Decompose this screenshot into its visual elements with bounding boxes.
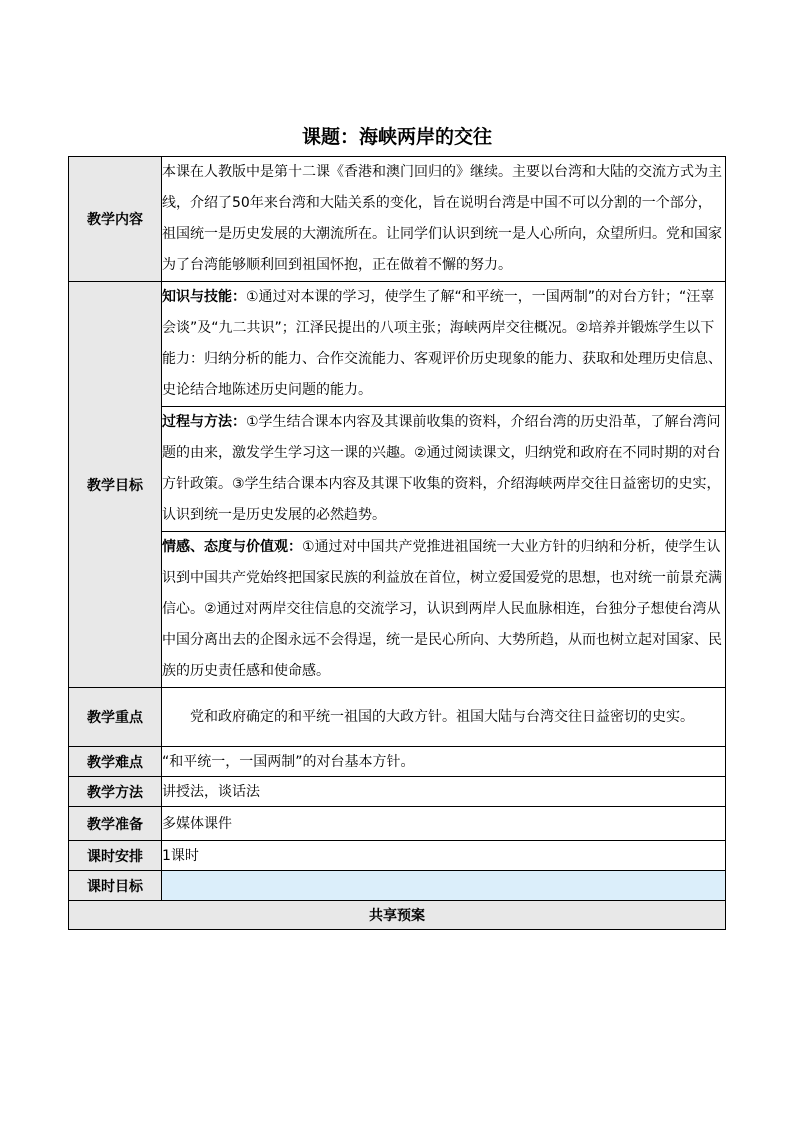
goal-emotion xyxy=(162,532,726,688)
methods-text: 讲授法，谈话法 xyxy=(162,777,726,807)
table-row xyxy=(69,807,726,841)
table-row xyxy=(69,157,726,282)
goal-emotion-text: ①通过对中国共产党推进祖国统一大业方针的归纳和分析，使学生认识到中国共产党始终把国家民族的利益放在首位，树立爱国爱党的思想，也对统一前景充满信心。②通过对两岸交往信息的交流学习，认识到两岸人民血脉相连，台独分子想使台湾从中国分离出去的企图永远不会得逞，统一是民心所向、大势所趋，从而也树立起对国家、民族的历史责任感和使命感。 xyxy=(162,539,722,679)
key-points-text: 党和政府确定的和平统一祖国的大政方针。祖国大陆与台湾交往日益密切的史实。 xyxy=(162,688,726,747)
goal-emotion-heading: 情感、态度与价值观： xyxy=(162,539,302,555)
goal-process-text: ①学生结合课本内容及其课前收集的资料，介绍台湾的历史沿革，了解台湾问题的由来，激发学生学习这一课的兴趣。②通过阅读课文，归纳党和政府在不同时期的对台方针政策。③学生结合课本内容及其课下收集的资料，介绍海峡两岸交往日益密切的史实，认识到统一是历史发展的必然趋势。 xyxy=(162,414,721,523)
goal-process-heading: 过程与方法： xyxy=(162,414,246,430)
table-row xyxy=(69,532,726,688)
table-row xyxy=(69,871,726,901)
row-label-period-goal: 课时目标 xyxy=(69,871,162,901)
goal-knowledge xyxy=(162,282,726,407)
table-row xyxy=(69,747,726,777)
row-label-methods: 教学方法 xyxy=(69,777,162,807)
table-row xyxy=(69,282,726,407)
table-row xyxy=(69,901,726,930)
table-row xyxy=(69,841,726,871)
schedule-text: 1课时 xyxy=(162,841,726,871)
table-row xyxy=(69,688,726,747)
table-row xyxy=(69,407,726,532)
goal-knowledge-heading: 知识与技能： xyxy=(162,289,246,305)
table-row xyxy=(69,777,726,807)
preparation-text: 多媒体课件 xyxy=(162,807,726,841)
row-label-schedule: 课时安排 xyxy=(69,841,162,871)
page-title: 课题：海峡两岸的交往 xyxy=(301,126,492,148)
goal-process xyxy=(162,407,726,532)
row-label-content: 教学内容 xyxy=(69,157,162,282)
row-label-preparation: 教学准备 xyxy=(69,807,162,841)
goal-knowledge-text: ①通过对本课的学习，使学生了解“和平统一，一国两制”的对台方针；“汪辜会谈”及“九二共识”；江泽民提出的八项主张；海峡两岸交往概况。②培养并锻炼学生以下能力：归纳分析的能力、合作交流能力、客观评价历史现象的能力、获取和处理历史信息、史论结合地陈述历史问题的能力。 xyxy=(162,289,722,398)
lesson-plan-table xyxy=(68,156,726,930)
row-label-key-points: 教学重点 xyxy=(69,688,162,747)
shared-plan-heading: 共享预案 xyxy=(69,901,726,930)
difficulties-text: “和平统一，一国两制”的对台基本方针。 xyxy=(162,747,726,777)
teaching-content-text: 本课在人教版中是第十二课《香港和澳门回归的》继续。主要以台湾和大陆的交流方式为主线，介绍了50年来台湾和大陆关系的变化，旨在说明台湾是中国不可以分割的一个部分，祖国统一是历史发展的大潮流所在。让同学们认识到统一是人心所向，众望所归。党和国家为了台湾能够顺利回到祖国怀抱，正在做着不懈的努力。 xyxy=(162,157,726,282)
period-goal-text[interactable] xyxy=(162,871,726,901)
row-label-goals: 教学目标 xyxy=(69,282,162,688)
row-label-difficulties: 教学难点 xyxy=(69,747,162,777)
